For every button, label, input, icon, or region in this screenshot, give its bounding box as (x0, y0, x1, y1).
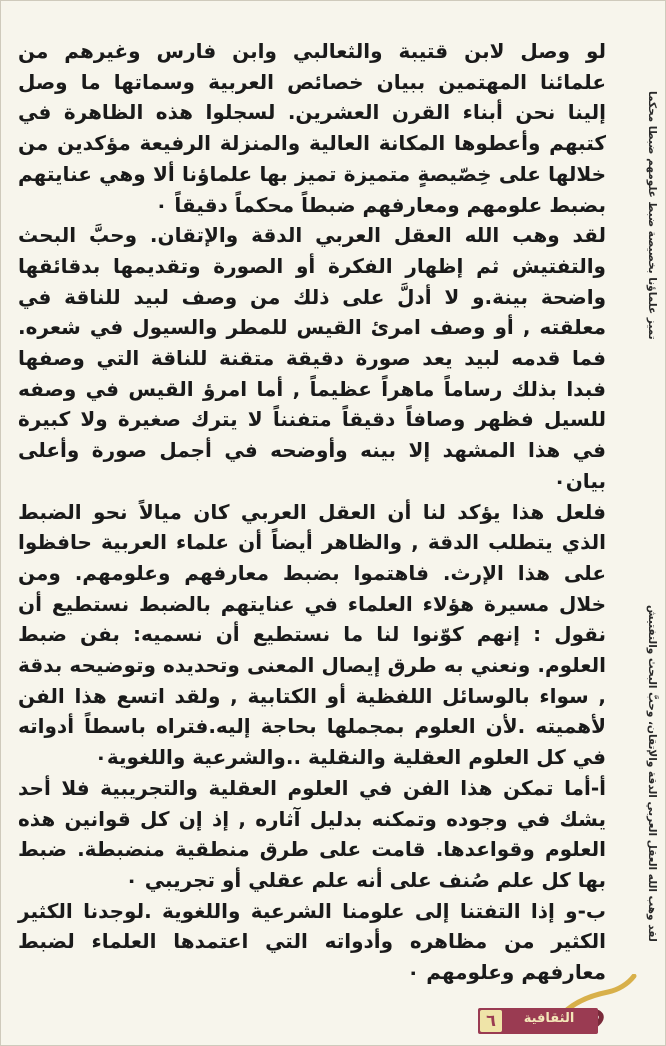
paragraph-3: فلعل هذا يؤكد لنا أن العقل العربي كان ميالاً نحو الضبط الذي يتطلب الدقة , والظاهر أيضاً أن علماء العربية حافظوا على هذا الإرث. فاهتموا بضبط معارفهم وعلومهم. ومن خلال مسيرة هؤلاء العلماء في عنايتهم بالضبط نستطيع أن نقول : إنهم كوّنوا لنا ما نستطيع أن نسميه: بفن ضبط العلوم. ونعني به طرق إيصال المعنى وتحديده وتوضيحه بدقة , سواء بالوسائل اللفظية أو الكتابية , ولقد اتسع هذا الفن لأهميته .لأن العلوم بمجملها بحاجة إليه.فتراه باسطاً أدواته في كل العلوم العقلية والنقلية ..والشرعية واللغوية٠ (18, 499, 606, 770)
article-body (18, 36, 606, 988)
paragraph-5: ب-و إذا التفتنا إلى علومنا الشرعية واللغوية .لوجدنا الكثير الكثير من مظاهره وأدواته التي اعتمدها العلماء لضبط معارفهم وعلومهم ٠ (18, 898, 606, 985)
paragraph-2: لقد وهب الله العقل العربي الدقة والإتقان. وحبَّ البحث والتفتيش ثم إظهار الفكرة أو الصورة وتقديمها بدقائقها واضحة بينة.و لا أدلَّ على ذلك من وصف لبيد للناقة في معلقته , أو وصف امرئ القيس للمطر والسيول في شعره. فما قدمه لبيد يعد صورة دقيقة متقنة للناقة التي وصفها فبدا بذلك رساماً ماهراً عظيماً , أما امرؤ القيس في وصفه للسيل فظهر وصافاً دقيقاً متفنناً لا يترك صغيرة ولا كبيرة في هذا المشهد إلا بينه وأوضحه في أجمل صورة وأعلى بيان٠ (18, 223, 606, 493)
paragraph-4: أ-أما تمكن هذا الفن في العلوم العقلية والتجريبية فلا أحد يشك في وجوده وتمكنه بدليل آثاره , إذ إن كل قوانين هذه العلوم وقواعدها. قامت على طرق منطقية منضبطة. ضبط بها كل علم صُنف على أنه علم عقلي أو تجريبي ٠ (18, 775, 606, 892)
magazine-name: الثقافية (523, 1011, 575, 1026)
page-footer (478, 1008, 598, 1034)
side-note-top: تميز علماؤنا بخصيصة ضبط علومهم ضبطا محكما (646, 91, 658, 340)
side-note-bottom: لقد وهب الله العقل العربي الدقة والإتقان، وحبَّ البحث والتفتيش (646, 605, 658, 942)
page-number: ٦ (480, 1010, 502, 1032)
paragraph-1: لو وصل لابن قتيبة والثعالبي وابن فارس وغيرهم من علمائنا المهتمين ببيان خصائص العربية وسماتها ما وصل إلينا نحن أبناء القرن العشرين. لسجلوا هذه الظاهرة في كتبهم وأعطوها المكانة العالية والمنزلة الرفيعة مؤكدين من خلالها على خِصّيصةٍ متميزة تميز بها علماؤنا ألا وهي عنايتهم بضبط علومهم ومعارفهم ضبطاً محكماً دقيقاً ٠ (18, 39, 606, 217)
